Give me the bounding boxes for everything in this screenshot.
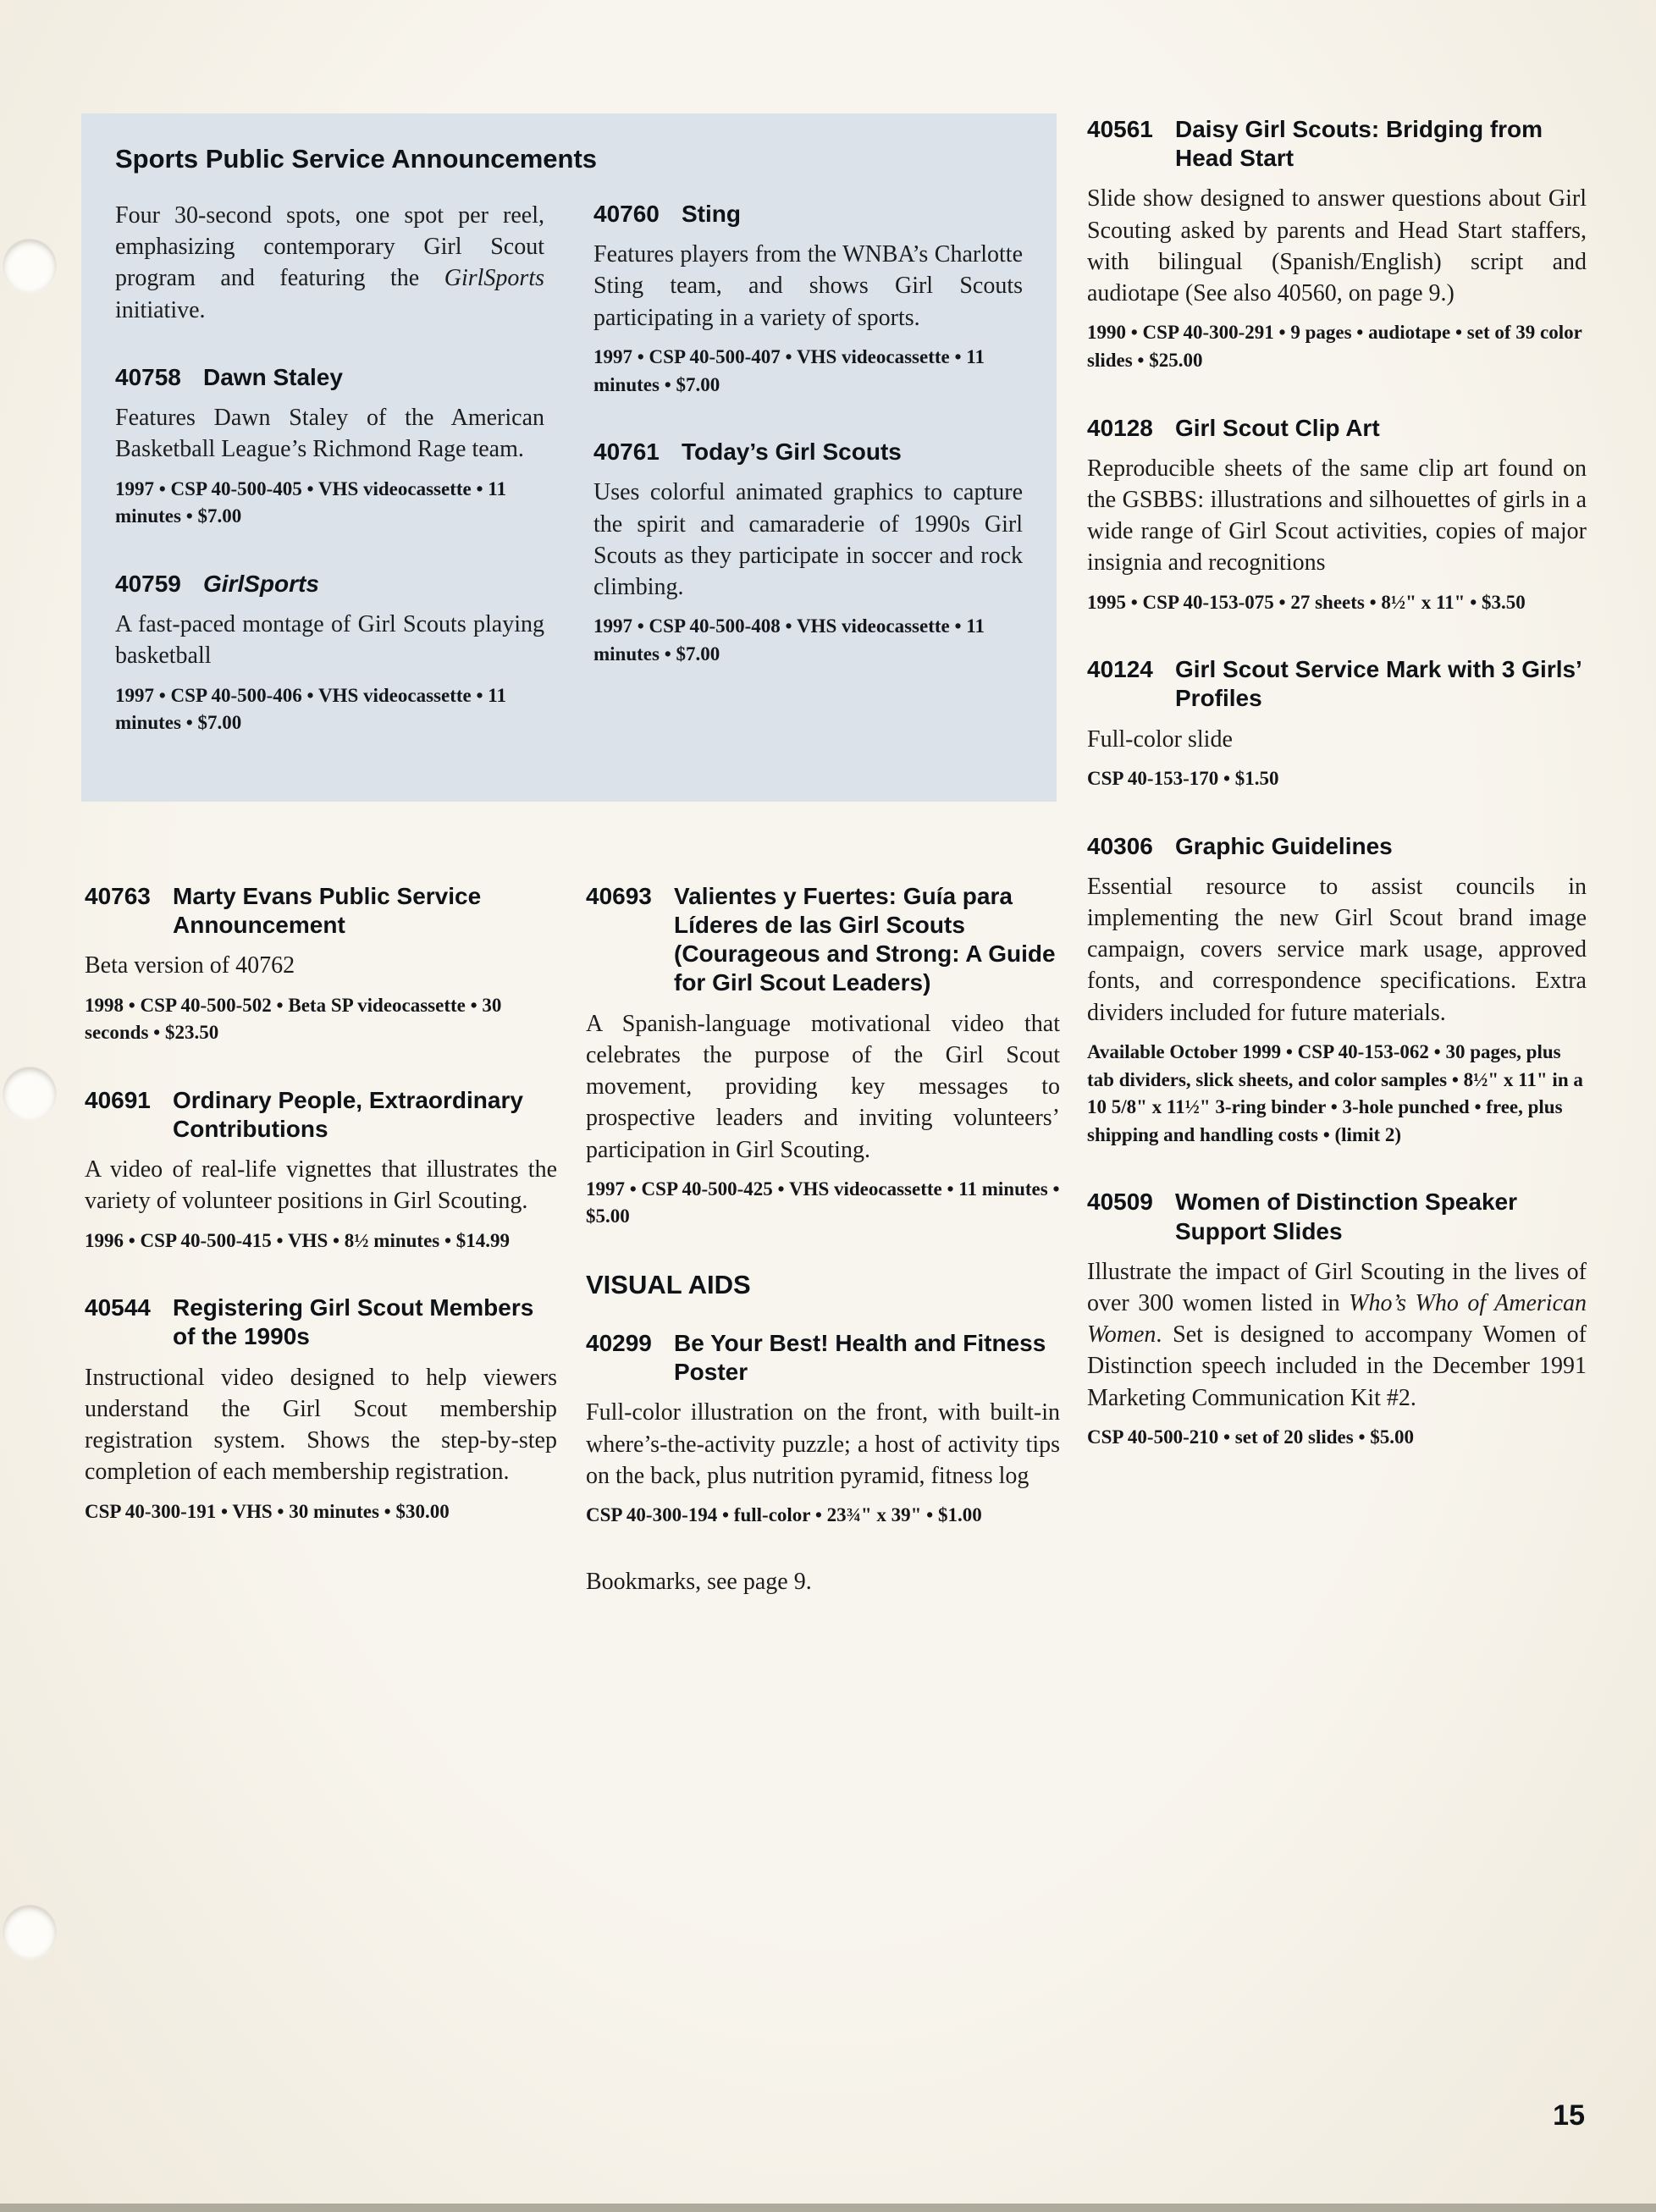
catalog-item-40299 [586, 1329, 1060, 1530]
catalog-item-40561 [1087, 115, 1587, 375]
item-code: 40691 [85, 1086, 151, 1113]
hole-punch-top [3, 240, 56, 292]
catalog-item-40693 [586, 882, 1060, 1231]
item-heading [85, 1294, 557, 1351]
item-heading [1087, 832, 1587, 861]
item-code: 40759 [115, 570, 181, 597]
hole-punch-bottom [3, 1906, 56, 1958]
catalog-item-40124 [1087, 655, 1587, 792]
item-heading [85, 1086, 557, 1144]
item-description: Full-color illustration on the front, with built-in where’s-the-activity puzzle; a host of activity tips on the back, plus nutrition pyramid, fitness log [586, 1399, 1060, 1489]
item-description: Illustrate the impact of Girl Scouting in the lives of over 300 women listed in Who’s Who of American Women. Set is designed to accompany Women of Distinction speech included in the December 1991 Marketing Communication Kit #2. [1087, 1258, 1587, 1411]
item-heading [1087, 1188, 1587, 1245]
catalog-item-40758 [115, 363, 544, 531]
item-specs: 1990 • CSP 40-300-291 • 9 pages • audiotape • set of 39 color slides • $25.00 [1087, 322, 1582, 371]
item-specs: CSP 40-300-191 • VHS • 30 minutes • $30.00 [85, 1500, 450, 1522]
item-code: 40760 [593, 201, 660, 227]
item-title: Ordinary People, Extraordinary Contributions [173, 1086, 523, 1143]
item-title: Dawn Staley [203, 363, 343, 390]
item-title: Women of Distinction Speaker Support Slides [1175, 1189, 1517, 1244]
item-specs: CSP 40-153-170 • $1.50 [1087, 767, 1279, 789]
item-specs: 1997 • CSP 40-500-405 • VHS videocassette • 11 minutes • $7.00 [115, 477, 506, 527]
item-title: Girl Scout Clip Art [1175, 414, 1380, 441]
catalog-item-40761 [593, 438, 1023, 668]
column-right [1087, 115, 1587, 1491]
item-description: Slide show designed to answer questions about Girl Scouting asked by parents and Head Start staffers, with bilingual (Spanish/English) script and audiotape (See also 40560, on page 9.) [1087, 185, 1587, 307]
item-code: 40509 [1087, 1189, 1153, 1216]
item-code: 40693 [586, 883, 652, 909]
item-specs: 1995 • CSP 40-153-075 • 27 sheets • 8½" x 11" • $3.50 [1087, 591, 1526, 613]
item-title: Girl Scout Service Mark with 3 Girls’ Profiles [1175, 656, 1581, 712]
item-specs: 1997 • CSP 40-500-408 • VHS videocassette • 11 minutes • $7.00 [593, 615, 985, 665]
item-heading [1087, 655, 1587, 713]
panel-intro-text: Four 30-second spots, one spot per reel, emphasizing contemporary Girl Scout program and featuring the GirlSports initiative. [115, 202, 544, 323]
panel-column-2 [593, 200, 1023, 776]
catalog-item-40760 [593, 200, 1023, 399]
item-code: 40128 [1087, 414, 1153, 441]
item-description: Features players from the WNBA’s Charlotte Sting team, and shows Girl Scouts participating in a variety of sports. [593, 241, 1023, 331]
item-title: Registering Girl Scout Members of the 1990s [173, 1294, 534, 1350]
item-code: 40299 [586, 1330, 652, 1357]
item-description: Features Dawn Staley of the American Basketball League’s Richmond Rage team. [115, 405, 544, 463]
panel-title: Sports Public Service Announcements [115, 144, 598, 174]
item-title: Marty Evans Public Service Announcement [173, 883, 482, 939]
item-code: 40761 [593, 439, 660, 466]
item-description: Uses colorful animated graphics to capture the spirit and camaraderie of 1990s Girl Scouts as they participate in soccer and rock climbing. [593, 479, 1023, 601]
item-specs: 1997 • CSP 40-500-425 • VHS videocassette • 11 minutes • $5.00 [586, 1178, 1060, 1227]
item-specs: 1998 • CSP 40-500-502 • Beta SP videocassette • 30 seconds • $23.50 [85, 994, 502, 1044]
panel-column-1 [115, 200, 544, 776]
catalog-item-40128 [1087, 414, 1587, 617]
item-title: Graphic Guidelines [1175, 832, 1393, 859]
item-description: A video of real-life vignettes that illustrates the variety of volunteer positions in Girl Scouting. [85, 1156, 557, 1215]
item-heading [1087, 414, 1587, 443]
cross-reference-note: Bookmarks, see page 9. [586, 1568, 812, 1595]
item-title: Today’s Girl Scouts [682, 439, 902, 466]
item-code: 40124 [1087, 656, 1153, 683]
item-code: 40763 [85, 883, 151, 909]
catalog-item-40306 [1087, 832, 1587, 1150]
item-description: Full-color slide [1087, 725, 1233, 753]
item-description: Reproducible sheets of the same clip art found on the GSBBS: illustrations and silhouettes of girls in a wide range of Girl Scout activities, copies of major insignia and recognitions [1087, 455, 1587, 576]
item-specs: CSP 40-300-194 • full-color • 23¾" x 39" • $1.00 [586, 1504, 982, 1526]
item-heading [586, 1329, 1060, 1387]
item-specs: Available October 1999 • CSP 40-153-062 • 30 pages, plus tab dividers, slick sheets, and color samples • 8½" x 11" in a 10 5/8" x 11½" 3-ring binder • 3-hole punched • free, plus shipping and handling costs • (limit 2) [1087, 1040, 1583, 1145]
item-title: Valientes y Fuertes: Guía para Líderes de las Girl Scouts (Courageous and Strong: A Guide for Girl Scout Leaders) [674, 883, 1056, 996]
item-code: 40544 [85, 1294, 151, 1321]
item-code: 40758 [115, 363, 181, 390]
panel-columns [115, 200, 1023, 776]
item-description: A fast-paced montage of Girl Scouts playing basketball [115, 611, 544, 670]
item-title: Be Your Best! Health and Fitness Poster [674, 1330, 1046, 1386]
section-header: VISUAL AIDS [586, 1270, 751, 1300]
column-left [85, 882, 557, 1564]
catalog-item-40691 [85, 1086, 557, 1255]
hole-punch-middle [3, 1067, 56, 1120]
item-description: Beta version of 40762 [85, 952, 295, 979]
page-number: 15 [1553, 2099, 1585, 2132]
item-heading [1087, 115, 1587, 173]
catalog-item-40544 [85, 1294, 557, 1525]
item-title: GirlSports [203, 570, 319, 597]
item-specs: CSP 40-500-210 • set of 20 slides • $5.00 [1087, 1426, 1415, 1448]
item-specs: 1997 • CSP 40-500-407 • VHS videocassette • 11 minutes • $7.00 [593, 345, 985, 395]
item-specs: 1996 • CSP 40-500-415 • VHS • 8½ minutes • $14.99 [85, 1229, 511, 1251]
catalog-item-40759 [115, 570, 544, 737]
item-title: Daisy Girl Scouts: Bridging from Head Start [1175, 116, 1543, 172]
column-middle [586, 882, 1060, 1596]
sports-psa-panel [81, 113, 1057, 802]
item-description: Instructional video designed to help viewers understand the Girl Scout membership registration system. Shows the step-by-step completion of each membership registration. [85, 1364, 557, 1486]
item-description: A Spanish-language motivational video that celebrates the purpose of the Girl Scout movement, providing key messages to prospective leaders and inviting volunteers’ participation in Girl Scouting. [586, 1010, 1060, 1163]
item-heading [593, 200, 1023, 229]
item-heading [85, 882, 557, 940]
item-title: Sting [682, 201, 741, 227]
item-specs: 1997 • CSP 40-500-406 • VHS videocassette • 11 minutes • $7.00 [115, 684, 506, 734]
item-heading [586, 882, 1060, 998]
item-heading [593, 438, 1023, 466]
item-code: 40561 [1087, 116, 1153, 142]
catalog-item-40509 [1087, 1188, 1587, 1451]
catalog-item-40763 [85, 882, 557, 1047]
item-heading [115, 570, 544, 599]
item-heading [115, 363, 544, 392]
item-code: 40306 [1087, 832, 1153, 859]
item-description: Essential resource to assist councils in implementing the new Girl Scout brand image campaign, covers service mark usage, approved fonts, and correspondence specifications. Extra dividers included for future materials. [1087, 873, 1587, 1026]
scan-bottom-edge [0, 2204, 1656, 2212]
